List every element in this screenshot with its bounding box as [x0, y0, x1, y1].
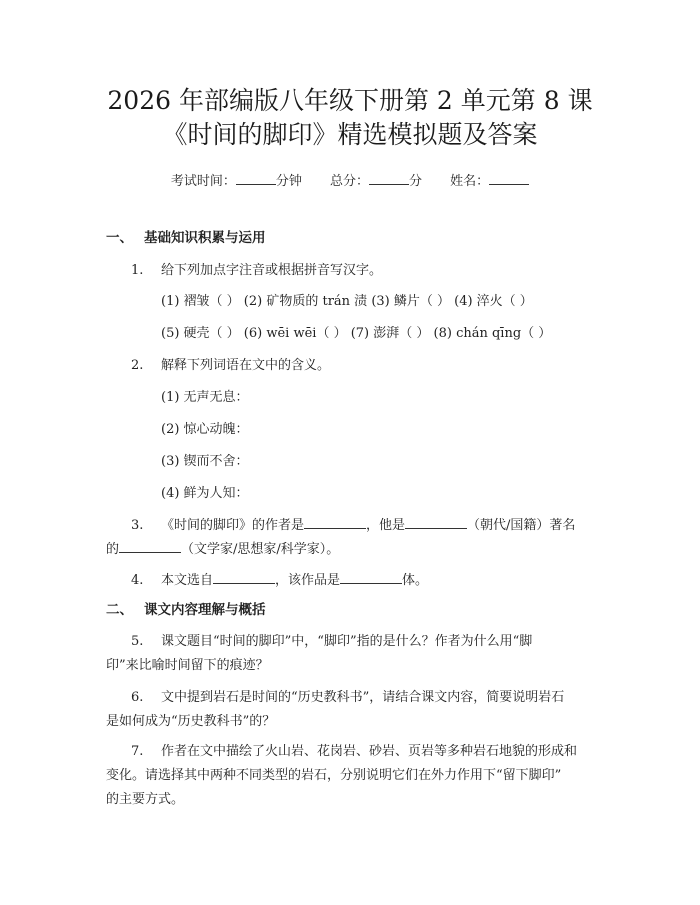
question-number: 4. — [131, 573, 144, 588]
question-text-line: 文中提到岩石是时间的“历史教科书”，请结合课文内容，简要说明岩石 — [161, 690, 565, 705]
question-2 — [131, 356, 330, 375]
question-text-part: 体。 — [402, 573, 429, 588]
term-item-4: (4) 鲜为人知： — [161, 486, 249, 501]
question-number: 6. — [131, 690, 144, 705]
question-number: 5. — [131, 634, 144, 649]
question-text: 解释下列词语在文中的含义。 — [161, 358, 331, 373]
question-number: 3. — [131, 518, 144, 533]
time-label: 考试时间： — [170, 174, 236, 189]
question-text-part: ，他是 — [366, 518, 406, 533]
exam-info-line — [0, 170, 700, 191]
source-blank[interactable] — [213, 569, 275, 584]
question-1 — [131, 261, 382, 280]
time-unit: 分钟 — [275, 174, 302, 189]
time-blank[interactable] — [236, 170, 276, 185]
page-title-line1: 2026 年部编版八年级下册第 2 单元第 8 课 — [107, 86, 593, 115]
term-item-1: (1) 无声无息： — [161, 390, 249, 405]
question-text-line: 课文题目“时间的脚印”中，“脚印”指的是什么？作者为什么用“脚 — [161, 634, 533, 649]
question-number: 1. — [131, 263, 144, 278]
question-4 — [131, 569, 428, 590]
question-number: 2. — [131, 358, 144, 373]
question-text-part: ，该作品是 — [275, 573, 341, 588]
question-text-part: （朝代/国籍）著名 — [467, 518, 576, 533]
question-1-row-1: (1) 褶皱（ ） (2) 矿物质的 trán 渍 (3) 鳞片（ ） (4) 淬火（ ） — [161, 294, 533, 309]
score-blank[interactable] — [369, 170, 409, 185]
question-text-line: 作者在文中描绘了火山岩、花岗岩、砂岩、页岩等多种岩石地貌的形成和 — [161, 744, 578, 759]
identity-blank[interactable] — [119, 538, 181, 553]
name-blank[interactable] — [489, 170, 529, 185]
question-text-line: 的主要方式。 — [106, 792, 185, 807]
section-title: 基础知识积累与运用 — [144, 230, 266, 246]
score-unit: 分 — [409, 174, 423, 189]
term-item-3: (3) 锲而不舍： — [161, 454, 249, 469]
question-number: 7. — [131, 744, 144, 759]
question-3 — [106, 514, 596, 562]
question-text-part: 的 — [106, 542, 120, 557]
page-title-line2: 《时间的脚印》精选模拟题及答案 — [162, 120, 538, 149]
section-number: 二、 — [106, 602, 133, 618]
author-blank[interactable] — [304, 514, 366, 529]
question-text-line: 是如何成为“历史教科书”的？ — [106, 714, 276, 729]
question-text-line: 变化。请选择其中两种不同类型的岩石，分别说明它们在外力作用下“留下脚印” — [106, 768, 562, 783]
section-number: 一、 — [106, 230, 133, 246]
question-text: 给下列加点字注音或根据拼音写汉字。 — [161, 263, 383, 278]
question-5 — [106, 630, 596, 678]
question-6 — [106, 686, 596, 734]
section-title: 课文内容理解与概括 — [144, 602, 266, 618]
question-text-part: 《时间的脚印》的作者是 — [161, 518, 305, 533]
era-blank[interactable] — [405, 514, 467, 529]
section-heading-1 — [106, 228, 266, 248]
genre-blank[interactable] — [340, 569, 402, 584]
question-text-part: （文学家/思想家/科学家）。 — [181, 542, 340, 557]
term-item-2: (2) 惊心动魄： — [161, 422, 249, 437]
question-1-row-2: (5) 硬壳（ ） (6) wēi wēi（ ） (7) 澎湃（ ） (8) chán qīng（ ） — [161, 326, 552, 341]
question-text-line: 印”来比喻时间留下的痕迹？ — [106, 658, 269, 673]
question-7 — [106, 740, 596, 812]
score-label: 总分： — [329, 174, 369, 189]
question-text-part: 本文选自 — [161, 573, 214, 588]
section-heading-2 — [106, 600, 266, 620]
name-label: 姓名： — [450, 174, 490, 189]
